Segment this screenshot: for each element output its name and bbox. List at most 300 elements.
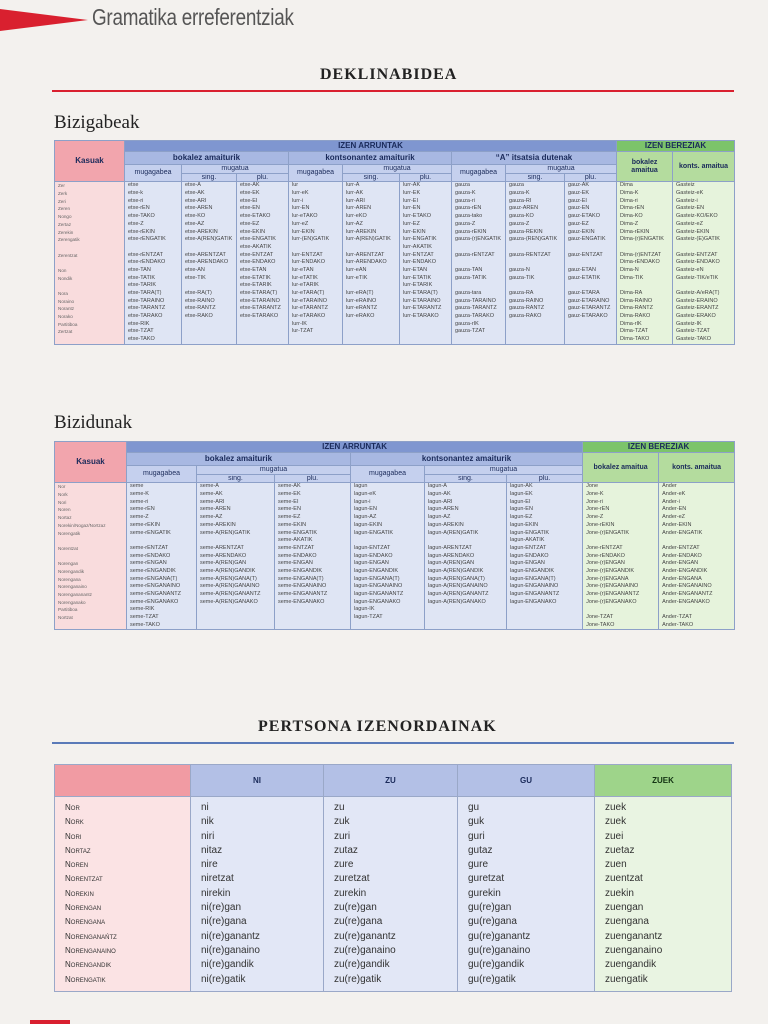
pronoun-text: zu(re)gana	[334, 916, 383, 928]
cell-text	[278, 606, 347, 614]
cell-text	[455, 259, 502, 267]
cell-text: etxe-ri	[128, 197, 144, 204]
cell-text	[200, 606, 271, 614]
cell-text: gauza-RA	[509, 290, 534, 297]
cell-text: Noraino	[58, 298, 75, 304]
pronoun-text: Norekin	[65, 888, 94, 898]
cell-text: lurr-ARI	[346, 197, 365, 204]
cell-text: lagun-EN	[510, 506, 533, 513]
cell-text: lagun-ENGANAKO	[510, 598, 557, 605]
cell-text: lagun-EKIN	[510, 521, 539, 528]
cell-text	[403, 328, 448, 336]
cell-text: seme-A(REN)GANANTZ	[200, 591, 261, 598]
pronoun-text: gure	[468, 859, 489, 871]
cell-text: gauza-rIK	[455, 320, 479, 327]
cell-text: Norenganako	[58, 599, 86, 605]
a-itsatsia-header: “A” itsatsia dutenak	[452, 152, 617, 165]
cell-text: seme-rENDAKO	[130, 552, 171, 559]
cell-text: lurr-AZ	[346, 220, 363, 227]
mugagabea-header: mugagabea	[125, 165, 182, 182]
cell-text: gauza-Z	[455, 220, 476, 227]
cell-text: gauza-TATIK	[455, 274, 487, 281]
cell-text: lurr-ENTZAT	[292, 251, 323, 258]
cell-text: etxe-RANTZ	[185, 305, 216, 312]
cell-text: Dima-RAINO	[620, 297, 653, 304]
form-column	[351, 483, 425, 630]
konts-amaitua-header: konts. amaitua	[659, 453, 735, 483]
cell-text: etxe-rEN	[128, 205, 150, 212]
cell-text: gauza-ri	[455, 197, 475, 204]
cell-text: gauza-TAN	[455, 266, 483, 273]
cell-text: seme-EN	[278, 506, 301, 513]
cell-text: Ander-TAKO	[662, 621, 694, 628]
cell-text: etxe-TARANTZ	[128, 305, 166, 312]
cell-text: lagun-IK	[354, 606, 375, 613]
cell-text: seme-rENTZAT	[130, 544, 169, 551]
cell-text: seme-rENGANAINO	[130, 583, 181, 590]
cell-text: Jone-(r)ENGANAINO	[586, 583, 639, 590]
cell-text: lurr-EN	[292, 205, 310, 212]
cell-text: lurr-ETARAKO	[403, 313, 439, 320]
cell-text: etxe-ENDAKO	[240, 259, 276, 266]
pronoun-text: ni	[201, 802, 209, 813]
cell-text	[509, 328, 561, 336]
cell-text: seme-rEKIN	[130, 521, 160, 528]
page-title: Gramatika erreferentziak	[92, 4, 294, 30]
cell-text: lagun-EZ	[510, 514, 533, 521]
cell-text: Zerengatik	[58, 237, 80, 243]
bizigabeak-body-row	[55, 182, 735, 344]
cell-text: Nongo	[58, 214, 72, 220]
form-column	[237, 182, 289, 344]
cell-text: Noren	[58, 507, 71, 513]
cell-text: Dima-rENDAKO	[620, 259, 660, 266]
cell-text: gauza-TARAKO	[455, 313, 495, 320]
cell-text: Jone-rENTZAT	[586, 544, 623, 551]
cell-text: lagun-A(REN)GATIK	[428, 529, 479, 536]
cell-text: etxe	[128, 182, 139, 189]
cell-text: seme-EK	[278, 491, 301, 498]
pronoun-text: zu(re)gatik	[334, 973, 382, 985]
cell-text: Nora	[58, 291, 68, 297]
izen-arruntak-header: IZEN ARRUNTAK	[125, 141, 617, 152]
form-column	[452, 182, 506, 344]
cell-text: etxe-EKIN	[240, 228, 266, 235]
pronoun-text: niretzat	[201, 873, 234, 885]
cell-text: etxe-ARENTZAT	[185, 251, 226, 258]
cell-text: gauz-ETAN	[568, 266, 597, 273]
page-corner-mark	[30, 1020, 70, 1024]
cell-text: Nortaz	[58, 515, 72, 521]
pronoun-text: gu(re)gatik	[468, 973, 516, 985]
cell-text	[128, 244, 178, 252]
cell-text: Ander	[662, 483, 677, 490]
cell-text: Zer	[58, 183, 65, 189]
cell-text: lurr-A	[346, 182, 360, 189]
cell-text: gauz-EKIN	[568, 228, 595, 235]
cell-text: lurr-ENDAKO	[292, 259, 326, 266]
cell-text: seme-ARENTZAT	[200, 544, 244, 551]
cell-text	[346, 321, 396, 329]
cell-text: etxe-TAKO	[128, 213, 155, 220]
cell-text: Jone-TZAT	[586, 614, 614, 621]
cell-text: seme-AREKIN	[200, 521, 236, 528]
cell-text	[403, 336, 448, 344]
cell-text: seme-A(REN)GANA(T)	[200, 575, 257, 582]
cell-text: lagun-A(REN)GANAINO	[428, 583, 488, 590]
cell-text: Dima-TAKO	[620, 336, 650, 343]
cell-text: gauza-K	[509, 190, 530, 197]
red-arrow-icon	[0, 9, 88, 31]
cell-text: lur-TZAT	[292, 328, 314, 335]
cell-text: etxe-AKATIK	[240, 243, 272, 250]
cell-text: seme-ENTZAT	[278, 544, 315, 551]
form-column	[127, 483, 197, 630]
pronoun-text: ni(re)ganaino	[201, 944, 260, 956]
cell-text	[354, 622, 421, 630]
cell-text: gauza-TIK	[509, 274, 535, 281]
pronoun-text: nik	[201, 816, 214, 828]
cell-text: seme-AK	[278, 483, 301, 490]
pronoun-text: ni(re)gatik	[201, 973, 246, 985]
plu-header: plu.	[400, 173, 452, 182]
plu-header: plu.	[507, 474, 583, 483]
cell-text: Zerekin	[58, 229, 74, 235]
cell-text: Gasteiz-ERAINO	[676, 297, 718, 304]
pronoun-text: zuengan	[605, 902, 644, 914]
cell-text: lurr-eZ	[292, 220, 309, 227]
pronoun-text: Nortaz	[65, 845, 91, 855]
cell-text: gauza-tara	[455, 290, 482, 297]
plu-header: plu.	[565, 173, 617, 182]
cell-text	[200, 622, 271, 630]
cell-text	[58, 244, 121, 252]
column-gu	[458, 797, 595, 992]
cell-text: lagun-eK	[354, 491, 377, 498]
cell-text: seme-rENGANDIK	[130, 567, 176, 574]
cell-text: lurr-eKO	[346, 213, 367, 220]
cell-text: Dima	[620, 182, 633, 189]
pronoun-text: zuengatik	[605, 973, 648, 985]
cell-text: Ander-ENGATIK	[662, 529, 703, 536]
cell-text: gauz-EK	[568, 190, 590, 197]
form-column	[673, 182, 735, 344]
cell-text: lagun-ENGANAINO	[510, 583, 559, 590]
cell-text: Norako	[58, 314, 73, 320]
cell-text: lurr-AREN	[346, 205, 372, 212]
cell-text	[510, 606, 579, 614]
cell-text: lagun-ENGATIK	[354, 529, 394, 536]
cell-text: lagun-EN	[354, 506, 377, 513]
bizidunak-title: Bizidunak	[54, 412, 133, 433]
cell-text: gauza-RAKO	[509, 313, 542, 320]
cell-text: etxe-ETARAKO	[240, 313, 279, 320]
cell-text: seme-TAKO	[130, 621, 160, 628]
cell-text	[510, 614, 579, 622]
cell-text: gauza-rEKIN	[455, 228, 487, 235]
mugagabea-header: mugagabea	[351, 466, 425, 483]
cell-text: Norantz	[58, 306, 75, 312]
pronoun-text: nirekin	[201, 887, 231, 899]
cell-text	[428, 614, 503, 622]
cell-text: etxe-AK	[185, 190, 205, 197]
sing-header: sing.	[506, 173, 565, 182]
cell-text: lagun-ARENTZAT	[428, 544, 472, 551]
cases-column	[55, 483, 127, 630]
column-ni	[191, 797, 324, 992]
cell-text	[509, 321, 561, 329]
bokalez-amaitua-header: bokalez amaitua	[617, 152, 673, 182]
form-column	[400, 182, 452, 344]
cell-text: Gasteiz-ENTZAT	[676, 251, 718, 258]
cell-text: etxe-rENTZAT	[128, 251, 164, 258]
cell-text: gauz-EN	[568, 205, 590, 212]
cell-text: gauza-K	[455, 190, 476, 197]
cell-text: gauz-ETAKO	[568, 213, 600, 220]
cell-text	[278, 614, 347, 622]
pronoun-text: Nor	[65, 803, 80, 812]
cell-text	[58, 282, 121, 290]
cell-text: etxe-ETARAINO	[240, 297, 280, 304]
cell-text: Dima-(r)ENTZAT	[620, 251, 662, 258]
pronoun-text: gurekin	[468, 887, 501, 899]
cell-text	[620, 282, 669, 290]
cell-text: Dima-RANTZ	[620, 305, 654, 312]
cell-text: Nondik	[58, 275, 73, 281]
pronoun-text: Norengandik	[65, 960, 112, 970]
cell-text: seme-A(REN)GANAKO	[200, 598, 258, 605]
cell-text: Ander-ENTZAT	[662, 544, 700, 551]
cell-text	[428, 622, 503, 630]
mugatua-header: mugatua	[197, 466, 351, 475]
pronoun-text: zuen	[605, 859, 627, 871]
pronoun-text: zuei	[605, 830, 624, 842]
cell-text: lurr-i	[292, 197, 303, 204]
cell-text: Gasteiz-eN	[676, 266, 704, 273]
cell-text: lurr-ETARA(T)	[403, 290, 438, 297]
cell-text: etxe-TARIK	[128, 282, 157, 289]
cell-text: Jone-(r)ENGAN	[586, 560, 625, 567]
cell-text: Dima-KO	[620, 213, 643, 220]
cell-text: seme-K	[130, 491, 149, 498]
cell-text: Gasteiz-i	[676, 197, 698, 204]
cell-text: Dima-rIK	[620, 320, 642, 327]
cell-text: lurr-ETAN	[403, 266, 428, 273]
pronoun-text: gu(re)gan	[468, 902, 512, 914]
cell-text: etxe-AN	[185, 266, 205, 273]
pertsona-corner	[55, 765, 191, 797]
cell-text: seme-rENGAN	[130, 560, 167, 567]
cell-text: seme-rENGATIK	[130, 529, 171, 536]
pronoun-text: zuek	[605, 816, 627, 828]
cell-text: etxe-KO	[185, 213, 206, 220]
cell-text: Zerk	[58, 191, 68, 197]
cell-text	[428, 537, 503, 545]
cell-text	[292, 244, 339, 252]
cell-text: Jone	[586, 483, 599, 490]
cell-text: lurr-ETARIK	[403, 282, 433, 289]
cell-text: seme-Z	[130, 514, 149, 521]
cell-text: etxe-ETAKO	[240, 213, 271, 220]
cell-text: lagun-AK	[428, 491, 451, 498]
cell-text: lagun-ENGANDIK	[510, 567, 555, 574]
kontsonantez-header: kontsonantez amaiturik	[351, 453, 583, 466]
pronoun-text: guri	[468, 830, 485, 842]
plu-header: plu.	[237, 173, 289, 182]
cell-text: lagun-ARENDAKO	[428, 552, 475, 559]
header-gu: GU	[458, 765, 595, 797]
cell-text: seme-AZ	[200, 514, 223, 521]
cell-text: etxe-ETAN	[240, 266, 267, 273]
cell-text	[509, 336, 561, 344]
cell-text: seme-ENGANANTZ	[278, 591, 328, 598]
cell-text	[662, 606, 731, 614]
cell-text: Gasteiz-eZ	[676, 220, 703, 227]
cell-text: lagun-EI	[510, 498, 531, 505]
cell-text: gauz-EI	[568, 197, 587, 204]
cell-text: gauza-REKIN	[509, 228, 543, 235]
pronoun-text: Nork	[65, 817, 84, 827]
cell-text	[620, 244, 669, 252]
pronoun-text: guk	[468, 816, 485, 828]
cell-text: lagun-A(REN)GANAKO	[428, 598, 486, 605]
cell-text: lagun-ARI	[428, 498, 453, 505]
pronoun-text: zuek	[605, 802, 627, 813]
cell-text	[568, 244, 613, 252]
cell-text: etxe-TIK	[185, 274, 206, 281]
form-column	[125, 182, 182, 344]
cell-text	[58, 622, 123, 630]
cell-text: Dima-(r)ENGATIK	[620, 236, 664, 243]
cell-text: lurr-(EN)GATIK	[292, 236, 330, 243]
cell-text: Ander-ENGANAINO	[662, 583, 712, 590]
form-column	[507, 483, 583, 630]
cell-text: Jone-TAKO	[586, 621, 615, 628]
cell-text	[185, 336, 233, 344]
cell-text	[185, 282, 233, 290]
cell-text: seme-AREN	[200, 506, 231, 513]
cell-text: lurr-ETARAINO	[403, 297, 441, 304]
cell-text: seme-A(REN)GANDIK	[200, 567, 256, 574]
cell-text: gauza-(r)ENGATIK	[455, 236, 502, 243]
cell-text: Gasteiz-ERAKO	[676, 313, 716, 320]
form-column	[617, 182, 673, 344]
cell-text: lagun-EKIN	[354, 521, 383, 528]
cell-text: Zerentzat	[58, 252, 78, 258]
cell-text: lagun-ENTZAT	[510, 544, 547, 551]
cell-text: Partitiboa	[58, 321, 78, 327]
cell-text: gauz-ETARAKO	[568, 313, 608, 320]
cell-text: Norentzat	[58, 545, 78, 551]
cell-text: Dima-RA	[620, 290, 643, 297]
cell-text: lurr-AKATIK	[403, 243, 432, 250]
pronoun-text: gu(re)ganantz	[468, 930, 531, 942]
cell-text: Norengana	[58, 576, 81, 582]
cell-text: lagun-TZAT	[354, 614, 383, 621]
cell-text: lur-eTAKO	[292, 213, 318, 220]
cell-text	[58, 553, 123, 561]
cell-text: Gasteiz-KO/EKO	[676, 213, 718, 220]
cell-text	[185, 321, 233, 329]
cell-text: Gasteiz-A/eRA(T)	[676, 290, 720, 297]
cell-text	[586, 537, 655, 545]
cell-text: etxe-ARENDAKO	[185, 259, 229, 266]
cell-text: etxe-TAN	[128, 266, 151, 273]
cell-text: etxe-ARI	[185, 197, 207, 204]
cell-text: lagun-ENGANA(T)	[510, 575, 556, 582]
cell-text: gauz-ETATIK	[568, 274, 601, 281]
cell-text: etxe-AZ	[185, 220, 205, 227]
mugatua-header: mugatua	[506, 165, 617, 174]
cell-text: gauz-ENTZAT	[568, 251, 603, 258]
pronoun-text: zuri	[334, 830, 351, 842]
cell-text: lurr-eRANTZ	[346, 305, 378, 312]
cell-text: seme-rEN	[130, 506, 155, 513]
cell-text: lurr-AREKIN	[346, 228, 377, 235]
column-zu	[324, 797, 458, 992]
cell-text: lagun-AZ	[354, 514, 377, 521]
cell-text: seme-TZAT	[130, 614, 159, 621]
cell-text: etxe-ETARANTZ	[240, 305, 281, 312]
cell-text: etxe-A	[185, 182, 201, 189]
cell-text	[240, 336, 285, 344]
cell-text	[568, 328, 613, 336]
pronoun-text: zuetaz	[605, 844, 635, 856]
cell-text: etxe-TZAT	[128, 328, 154, 335]
pronoun-text: Nori	[65, 831, 82, 841]
cell-text: gauza	[509, 182, 524, 189]
pronoun-text: gu(re)gandik	[468, 959, 525, 971]
cell-text: Ander-EN	[662, 506, 687, 513]
pronoun-text: niri	[201, 830, 215, 842]
cell-text: Gasteiz-(E)GATIK	[676, 236, 720, 243]
cell-text	[185, 244, 233, 252]
cell-text	[346, 336, 396, 344]
cell-text: lagun-ENGANANTZ	[354, 591, 404, 598]
cell-text: etxe-AREKIN	[185, 228, 218, 235]
cell-text: gauz-EZ	[568, 220, 589, 227]
cell-text: etxe-TAKO	[128, 336, 155, 343]
cell-text	[676, 282, 731, 290]
cell-text: Jone-(r)ENGANAKO	[586, 598, 637, 605]
cell-text: lurr-ETARANTZ	[403, 305, 442, 312]
cell-text: etxe-rENDAKO	[128, 259, 166, 266]
cell-text: Zertaz	[58, 221, 72, 227]
form-column	[275, 483, 351, 630]
pronoun-text: Norenganaino	[65, 945, 116, 955]
pronoun-text: Norenganańtz	[65, 931, 117, 941]
bizidunak-table	[54, 441, 735, 630]
cell-text: gauza-TZAT	[455, 328, 486, 335]
cell-text	[346, 328, 396, 336]
cell-text: seme-ENGATIK	[278, 529, 318, 536]
mugagabea-header: mugagabea	[452, 165, 506, 182]
form-column	[659, 483, 735, 630]
cell-text: etxe-rEKIN	[128, 228, 155, 235]
header-ni: NI	[191, 765, 324, 797]
pronoun-text: gutaz	[468, 844, 493, 856]
cell-text: lagun-ENGANAINO	[354, 583, 403, 590]
cell-text: seme-ARENDAKO	[200, 552, 247, 559]
cell-text: Jone-K	[586, 491, 604, 498]
cell-text: lurr-A(REN)GATIK	[346, 236, 391, 243]
cell-text: lurr-ENTZAT	[403, 251, 434, 258]
konts-amaitua-header: konts. amaitua	[673, 152, 735, 182]
cell-text: lagun-ENDAKO	[354, 552, 393, 559]
cell-text	[568, 336, 613, 344]
cell-text: seme-ENDAKO	[278, 552, 317, 559]
cell-text: gauz-ETARAINO	[568, 297, 610, 304]
